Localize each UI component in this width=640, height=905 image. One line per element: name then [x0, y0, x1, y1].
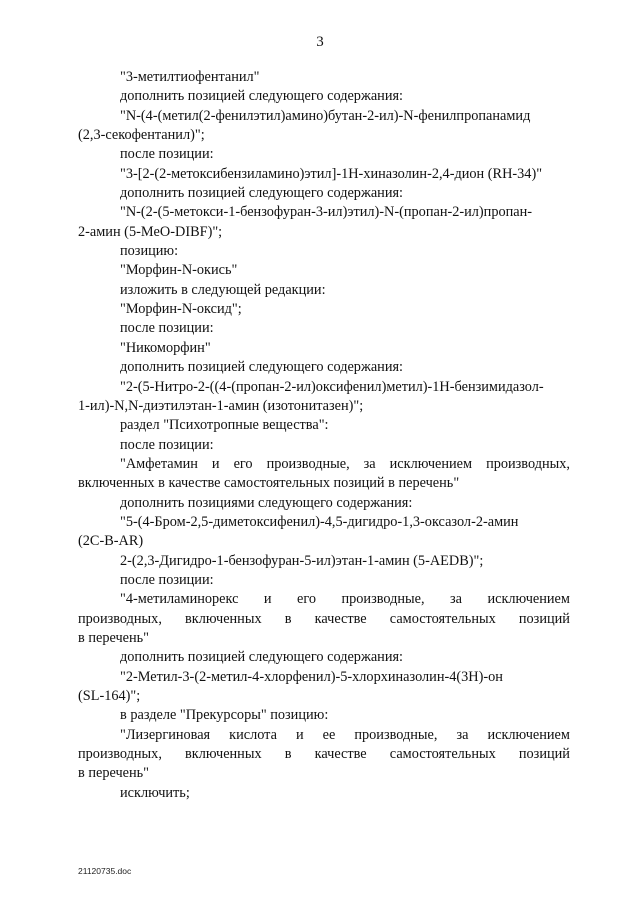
word: включенных: [185, 746, 262, 763]
word: производных,: [486, 455, 570, 472]
word: за: [456, 726, 469, 743]
text-line: (2C-B-AR): [78, 533, 144, 550]
word: включенных: [185, 610, 262, 627]
text-line: 2-амин (5-MeO-DIBF)";: [78, 223, 223, 240]
word: его: [233, 455, 253, 472]
page-number: 3: [316, 34, 324, 50]
text-line: "5-(4-Бром-2,5-диметоксифенил)-4,5-дигидро-1,3-оксазол-2-амин: [120, 513, 519, 530]
word: самостоятельных: [389, 610, 496, 627]
text-line: исключить;: [120, 784, 190, 801]
word: производные,: [266, 455, 350, 472]
document-body: [78, 68, 570, 803]
word: за: [450, 591, 463, 608]
text-line: дополнить позицией следующего содержания:: [120, 359, 404, 376]
word: ее: [322, 726, 336, 743]
text-line: [78, 590, 570, 609]
word: позиций: [518, 610, 570, 627]
word: производных,: [78, 746, 162, 763]
text-line: в разделе "Прекурсоры" позицию:: [120, 707, 329, 724]
text-line: после позиции:: [120, 320, 214, 337]
word: качестве: [314, 610, 367, 627]
word: в: [284, 746, 292, 763]
word: производные,: [354, 726, 438, 743]
word: "Амфетамин: [120, 455, 198, 472]
word: производные,: [341, 591, 425, 608]
word: исключением: [389, 455, 473, 472]
text-line: 2-(2,3-Дигидро-1-бензофуран-5-ил)этан-1-амин (5-AEDB)";: [120, 552, 484, 569]
text-line: "Морфин-N-окись": [120, 262, 238, 279]
word: позиций: [518, 746, 570, 763]
footer-document-code: 21120735.doc: [78, 866, 132, 876]
word: исключением: [487, 591, 570, 608]
text-line: дополнить позицией следующего содержания:: [120, 185, 404, 202]
text-line: [78, 610, 570, 629]
word: "Лизергиновая: [120, 726, 211, 743]
word: и: [263, 591, 272, 608]
text-line: "3-[2-(2-метоксибензиламино)этил]-1Н-хиназолин-2,4-дион (RH-34)": [120, 165, 543, 182]
text-line: после позиции:: [120, 436, 214, 453]
text-line: позицию:: [120, 243, 179, 260]
text-line: "N-(2-(5-метокси-1-бензофуран-3-ил)этил)-N-(пропан-2-ил)пропан-: [120, 204, 533, 221]
text-line: (2,3-секофентанил)";: [78, 127, 205, 144]
word: в: [284, 610, 292, 627]
text-line: "Морфин-N-оксид";: [120, 301, 242, 318]
word: качестве: [314, 746, 367, 763]
text-line: 1-ил)-N,N-диэтилэтан-1-амин (изотонитазен)";: [78, 397, 364, 414]
text-line: раздел "Психотропные вещества":: [120, 417, 329, 434]
word: за: [363, 455, 376, 472]
word: и: [211, 455, 220, 472]
text-line: "2-Метил-3-(2-метил-4-хлорфенил)-5-хлорхиназолин-4(3Н)-он: [120, 668, 503, 685]
word: "4-метиламинорекс: [120, 591, 239, 608]
text-line: [78, 455, 570, 474]
word: и: [295, 726, 304, 743]
text-line: в перечень": [78, 765, 150, 782]
text-line: дополнить позицией следующего содержания:: [120, 88, 404, 105]
text-line: [78, 726, 570, 745]
text-line: включенных в качестве самостоятельных позиций в перечень": [78, 475, 460, 492]
text-line: [78, 745, 570, 764]
word: самостоятельных: [389, 746, 496, 763]
text-line: (SL-164)";: [78, 688, 141, 704]
text-line: в перечень": [78, 629, 150, 646]
word: исключением: [487, 726, 570, 743]
word: производных,: [78, 610, 162, 627]
word: кислота: [229, 726, 277, 743]
text-line: дополнить позициями следующего содержания:: [120, 494, 413, 511]
text-line: после позиции:: [120, 146, 214, 163]
text-line: дополнить позицией следующего содержания:: [120, 649, 404, 666]
text-line: "Никоморфин": [120, 339, 211, 356]
text-line: "N-(4-(метил(2-фенилэтил)амино)бутан-2-ил)-N-фенилпропанамид: [120, 107, 531, 124]
text-line: "2-(5-Нитро-2-((4-(пропан-2-ил)оксифенил)метил)-1Н-бензимидазол-: [120, 378, 544, 395]
text-line: изложить в следующей редакции:: [120, 281, 326, 298]
text-line: "3-метилтиофентанил": [120, 69, 260, 85]
word: его: [297, 591, 317, 608]
text-line: после позиции:: [120, 571, 214, 588]
